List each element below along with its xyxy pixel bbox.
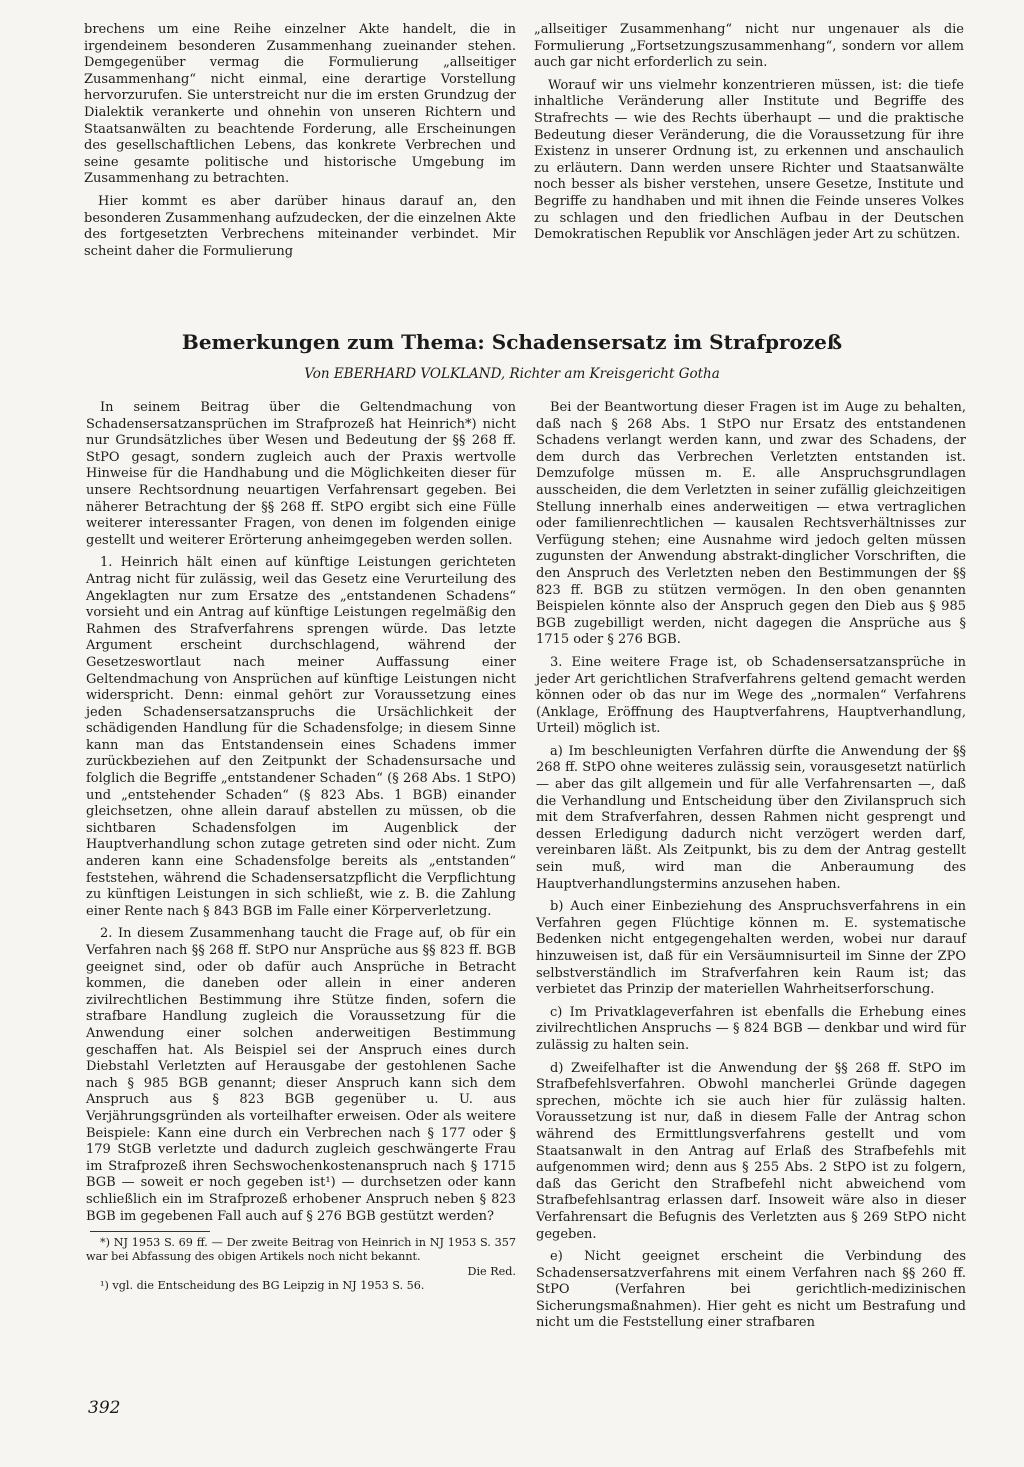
footnotes	[86, 1231, 516, 1292]
paragraph: 1. Heinrich hält einen auf künftige Leistungen gerichteten Antrag nicht für zulässig, weil das Gesetz eine Verurteilung des Angeklagten nur zum Ersatze des „entstandenen Schadens“ vorsieht und ein Antrag auf künftige Leistungen regelmäßig den Rahmen des Strafverfahrens sprengen würde. Das letzte Argument erscheint durchschlagend, während der Gesetzeswortlaut nach meiner Auffassung einer Geltendmachung von Ansprüchen auf künftige Leistungen nicht widerspricht. Denn: einmal gehört zur Voraussetzung eines jeden Schadensersatzanspruchs die Ursächlichkeit der schädigenden Handlung für die Schadensfolge; in diesem Sinne kann man das Entstandensein eines Schadens immer zurückbeziehen auf den Zeitpunkt der Schadensursache und folglich die Begriffe „entstandener Schaden“ (§ 268 Abs. 1 StPO) und „entstehender Schaden“ (§ 823 Abs. 1 BGB) einander gleichsetzen, ohne allein darauf abstellen zu müssen, ob die sichtbaren Schadensfolgen im Augenblick der Hauptverhandlung schon zutage getreten sind oder nicht. Zum anderen kann eine Schadensfolge bereits als „entstanden“ feststehen, während die Schadensersatzpflicht die Verpflichtung zu künftigen Leistungen in sich schließt, wie z. B. die Zahlung einer Rente nach § 843 BGB im Falle einer Körperverletzung.	[86, 555, 516, 919]
paragraph: d) Zweifelhafter ist die Anwendung der §§ 268 ff. StPO im Strafbefehlsverfahren. Obwohl mancherlei Gründe dagegen sprechen, möchte ich sie auch hier für zulässig halten. Voraussetzung ist nur, daß in diesem Falle der Antrag schon während des Ermittlungsverfahrens gestellt und vom Staatsanwalt in den Antrag auf Erlaß des Strafbefehls mit aufgenommen wird; denn aus § 255 Abs. 2 StPO ist zu folgern, daß das Gericht den Strafbefehl nicht abweichend vom Strafbefehlsantrag erlassen darf. Insoweit wäre also in dieser Verfahrensart die Befugnis des Verletzten aus § 269 StPO nicht gegeben.	[536, 1060, 966, 1242]
page-number: 392	[88, 1398, 121, 1418]
paragraph: 2. In diesem Zusammenhang taucht die Frage auf, ob für ein Verfahren nach §§ 268 ff. StPO nur Ansprüche aus §§ 823 ff. BGB geeignet sind, oder ob dafür auch Ansprüche in Betracht kommen, die daneben oder allein in einer anderen zivilrechtlichen Bestimmung ihre Stütze finden, sofern die strafbare Handlung zugleich die Voraussetzung für die Anwendung einer solchen anderweitigen Bestimmung geschaffen hat. Als Beispiel sei der Anspruch eines durch Diebstahl Verletzten auf Herausgabe der gestohlenen Sache nach § 985 BGB genannt; dieser Anspruch kann sich dem Anspruch aus § 823 BGB gegenüber u. U. aus Verjährungsgründen als vorteilhafter erweisen. Oder als weitere Beispiele: Kann eine durch ein Verbrechen nach § 177 oder § 179 StGB verletzte und dadurch zugleich geschwängerte Frau im Strafprozeß ihren Sechswochenkostenanspruch nach § 1715 BGB — soweit er noch gegeben ist¹) — durchsetzen oder kann schließlich ein im Strafprozeß erhobener Anspruch neben § 823 BGB im gegebenen Fall auch auf § 276 BGB gestützt werden?	[86, 926, 516, 1224]
footnote: *) NJ 1953 S. 69 ff. — Der zweite Beitrag von Heinrich in NJ 1953 S. 357 war bei Abfassung des obigen Artikels noch nicht bekannt.	[86, 1236, 516, 1263]
paragraph: e) Nicht geeignet erscheint die Verbindung des Schadensersatzverfahrens mit einem Verfahren nach §§ 260 ff. StPO (Verfahren bei gerichtlich-medizinischen Sicherungsmaßnahmen). Hier geht es nicht um Bestrafung und nicht um die Feststellung einer strafbaren	[536, 1249, 966, 1331]
paragraph: Worauf wir uns vielmehr konzentrieren müssen, ist: die tiefe inhaltliche Veränderung aller Institute und Begriffe des Strafrechts — wie des Rechts überhaupt — und die praktische Bedeutung dieser Veränderung, die die Voraussetzung für ihre Existenz in unserer Ordnung ist, zu erkennen und anschaulich zu erläutern. Dann werden unsere Richter und Staatsanwälte noch besser als bisher verstehen, unsere Gesetze, Institute und Begriffe zu handhaben und mit ihnen die Feinde unseres Volkes zu schlagen und den friedlichen Aufbau in der Deutschen Demokratischen Republik vor Anschlägen jeder Art zu schützen.	[534, 77, 964, 243]
top-left-column	[84, 22, 516, 266]
paragraph: brechens um eine Reihe einzelner Akte handelt, die in irgendeinem besonderen Zusammenhang zueinander stehen. Demgegenüber vermag die Formulierung „allseitiger Zusammenhang“ nicht einmal, eine derartige Vorstellung hervorzurufen. Sie unterstreicht nur die im ersten Grundzug der Dialektik verankerte und ohnehin von unseren Richtern und Staatsanwälten zu beachtende Forderung, alle Erscheinungen des gesellschaftlichen Lebens, das konkrete Verbrechen und seine gesamte politische und historische Umgebung im Zusammenhang zu betrachten.	[84, 22, 516, 187]
paragraph: Bei der Beantwortung dieser Fragen ist im Auge zu behalten, daß nach § 268 Abs. 1 StPO nur Ersatz des entstandenen Schadens verlangt werden kann, und zwar des Schadens, der dem durch das Verbrechen Verletzten entstanden ist. Demzufolge müssen m. E. alle Anspruchsgrundlagen ausscheiden, die dem Verletzten in seiner zufällig gleichzeitigen Stellung innerhalb eines anderweitigen — etwa vertraglichen oder familienrechtlichen — kausalen Rechtsverhältnisses zur Verfügung stehen; eine Ausnahme wird jedoch gelten müssen zugunsten der Anwendung abstrakt-dinglicher Vorschriften, die den Anspruch des Verletzten neben den Bestimmungen der §§ 823 ff. BGB zu stützen vermögen. In den oben genannten Beispielen könnte also der Anspruch gegen den Dieb aus § 985 BGB zugebilligt werden, nicht dagegen die Ansprüche aus § 1715 oder § 276 BGB.	[536, 400, 966, 648]
article-left-column	[86, 400, 516, 1294]
footnote-divider	[90, 1231, 210, 1232]
paragraph: b) Auch einer Einbeziehung des Anspruchsverfahrens in ein Verfahren gegen Flüchtige können m. E. systematische Bedenken nicht entgegengehalten werden, wobei nur darauf hinzuweisen ist, daß für ein Versäumnisurteil im Sinne der ZPO selbstverständlich im Strafverfahren kein Raum ist; das verbietet das Prinzip der materiellen Wahrheitserforschung.	[536, 899, 966, 998]
top-right-column	[534, 22, 964, 250]
footnote-signature: Die Red.	[467, 1265, 516, 1279]
article-right-column	[536, 400, 966, 1338]
paragraph: c) Im Privatklageverfahren ist ebenfalls die Erhebung eines zivilrechtlichen Anspruchs — § 824 BGB — denkbar und wird für zulässig zu halten sein.	[536, 1004, 966, 1053]
footnote: ¹) vgl. die Entscheidung des BG Leipzig in NJ 1953 S. 56.	[100, 1278, 425, 1292]
article-byline: Von EBERHARD VOLKLAND, Richter am Kreisgericht Gotha	[304, 366, 720, 382]
paragraph: In seinem Beitrag über die Geltendmachung von Schadensersatzansprüchen im Strafprozeß hat Heinrich*) nicht nur Grundsätzliches über Wesen und Bedeutung der §§ 268 ff. StPO gesagt, sondern zugleich auch der Praxis wertvolle Hinweise für die Handhabung und die Möglichkeiten dieser für unsere Rechtsordnung neuartigen Verfahrensart gegeben. Bei näherer Betrachtung der §§ 268 ff. StPO ergibt sich eine Fülle weiterer interessanter Fragen, von denen im folgenden einige gestellt und weiterer Erörterung anheimgegeben werden sollen.	[86, 400, 516, 548]
article-title: Bemerkungen zum Thema: Schadensersatz im Strafprozeß	[181, 330, 843, 354]
paragraph: Hier kommt es aber darüber hinaus darauf an, den besonderen Zusammenhang aufzudecken, der die einzelnen Akte des fortgesetzten Verbrechens miteinander verbindet. Mir scheint daher die Formulierung	[84, 193, 516, 259]
paragraph: „allseitiger Zusammenhang“ nicht nur ungenauer als die Formulierung „Fortsetzungszusammenhang“, sondern vor allem auch gar nicht erforderlich zu sein.	[534, 22, 964, 71]
paragraph: a) Im beschleunigten Verfahren dürfte die Anwendung der §§ 268 ff. StPO ohne weiteres zulässig sein, vorausgesetzt natürlich — aber das gilt allgemein und für alle Verfahrensarten —, daß die Verhandlung und Entscheidung über den Zivilanspruch sich mit dem Strafverfahren, dessen Rahmen nicht gesprengt und dessen Erledigung dadurch nicht verzögert werden darf, vereinbaren läßt. Als Zeitpunkt, bis zu dem der Antrag gestellt sein muß, wird man die Anberaumung des Hauptverhandlungstermins anzusehen haben.	[536, 743, 966, 892]
paragraph: 3. Eine weitere Frage ist, ob Schadensersatzansprüche in jeder Art gerichtlichen Strafverfahrens geltend gemacht werden können oder ob das nur im Wege des „normalen“ Verfahrens (Anklage, Eröffnung des Hauptverfahrens, Hauptverhandlung, Urteil) möglich ist.	[536, 654, 966, 737]
